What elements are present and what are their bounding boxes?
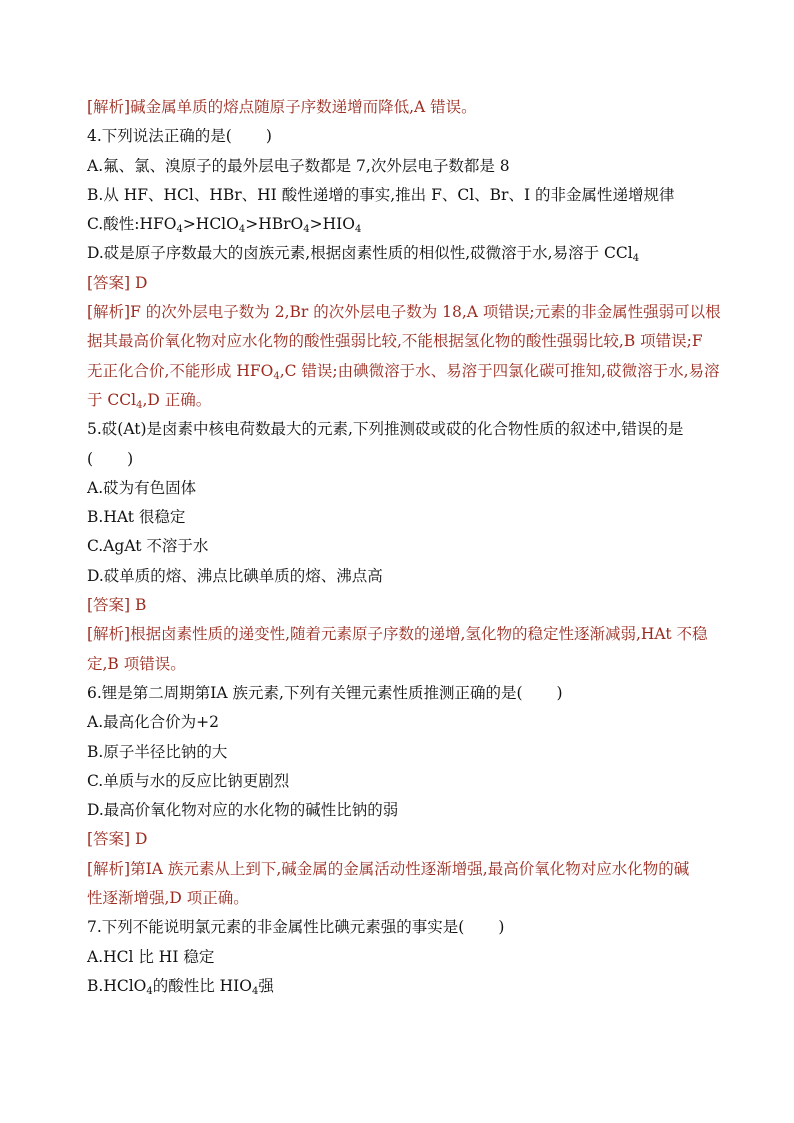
subscript: 4	[632, 253, 640, 265]
answer-text: [答案] D	[87, 830, 148, 849]
subscript: 4	[303, 224, 310, 236]
analysis-text: 无正化合价,不能形成 HFO	[87, 361, 274, 380]
analysis-text: 性逐渐增强,D 项正确。	[87, 889, 249, 908]
question-4-stem	[87, 122, 727, 151]
answer-line	[87, 825, 727, 854]
question-text: 6.锂是第二周期第ⅠA 族元素,下列有关锂元素性质推测正确的是(	[87, 683, 523, 702]
analysis-line	[87, 855, 727, 884]
subscript: 4	[176, 224, 183, 236]
analysis-line	[87, 93, 727, 122]
question-6-option-a	[87, 708, 727, 737]
question-6-option-c	[87, 767, 727, 796]
option-text: 强	[258, 976, 274, 995]
question-5-option-d	[87, 562, 727, 591]
answer-line	[87, 591, 727, 620]
option-text: >HIO	[309, 215, 355, 234]
analysis-text: [解析]F 的次外层电子数为 2,Br 的次外层电子数为 18,A 项错误;元素的非金属性强弱可以根	[87, 303, 721, 322]
option-text: D.砹单质的熔、沸点比碘单质的熔、沸点高	[87, 566, 383, 585]
question-4-option-b	[87, 181, 727, 210]
question-text: 5.砹(At)是卤素中核电荷数最大的元素,下列推测砹或砹的化合物性质的叙述中,错误的是	[87, 420, 684, 439]
analysis-line	[87, 386, 727, 415]
answer-text: [答案] B	[87, 596, 147, 615]
question-5-option-b	[87, 503, 727, 532]
question-text: )	[498, 918, 505, 937]
option-text: A.HCl 比 HI 稳定	[87, 947, 215, 966]
analysis-text: [解析]碱金属单质的熔点随原子序数递增而降低,A 错误。	[87, 98, 477, 116]
subscript: 4	[354, 224, 362, 236]
analysis-line	[87, 298, 727, 327]
option-text: C.酸性:HFO	[87, 215, 177, 234]
question-6-option-b	[87, 738, 727, 767]
question-4-option-c	[87, 210, 727, 239]
option-text: B.原子半径比钠的大	[87, 742, 228, 761]
subscript: 4	[136, 399, 143, 411]
answer-line	[87, 269, 727, 298]
question-text: )	[127, 449, 134, 468]
analysis-line	[87, 327, 727, 356]
option-text: B.HAt 很稳定	[87, 508, 186, 527]
option-text: A.氟、氯、溴原子的最外层电子数都是 7,次外层电子数都是 8	[87, 156, 510, 175]
subscript: 4	[238, 224, 246, 236]
analysis-line	[87, 357, 727, 386]
option-text: A.最高化合价为+2	[87, 713, 219, 732]
question-text: 4.下列说法正确的是(	[87, 127, 232, 146]
option-text: C.单质与水的反应比钠更剧烈	[87, 771, 290, 790]
option-text: B.HClO	[87, 976, 147, 995]
analysis-text: [解析]根据卤素性质的递变性,随着元素原子序数的递增,氢化物的稳定性逐渐减弱,HAt 不稳	[87, 625, 708, 644]
document-page	[87, 93, 727, 1001]
question-text: )	[265, 127, 272, 146]
analysis-text: ,D 正确。	[142, 390, 212, 409]
subscript: 4	[252, 985, 259, 997]
question-text: 7.下列不能说明氯元素的非金属性比碘元素强的事实是(	[87, 918, 465, 937]
question-6-stem	[87, 679, 727, 708]
analysis-line	[87, 650, 727, 679]
option-text: 的酸性比 HIO	[152, 976, 253, 995]
option-text: B.从 HF、HCl、HBr、HI 酸性递增的事实,推出 F、Cl、Br、I 的非金属性递增规律	[87, 185, 675, 204]
analysis-text: 定,B 项错误。	[87, 654, 186, 673]
question-5-stem-blank	[87, 445, 727, 474]
option-text: D.砹是原子序数最大的卤族元素,根据卤素性质的相似性,砹微溶于水,易溶于 CCl	[87, 244, 633, 263]
subscript: 4	[146, 985, 153, 997]
question-text: )	[556, 683, 563, 702]
option-text: A.砹为有色固体	[87, 478, 197, 497]
question-text: (	[87, 449, 94, 468]
option-text: >HBrO	[245, 215, 304, 234]
analysis-text: [解析]第ⅠA 族元素从上到下,碱金属的金属活动性逐渐增强,最高价氧化物对应水化物的碱	[87, 859, 690, 878]
question-7-stem	[87, 913, 727, 942]
question-5-option-c	[87, 532, 727, 561]
question-7-option-a	[87, 943, 727, 972]
option-text: D.最高价氧化物对应的水化物的碱性比钠的弱	[87, 801, 399, 820]
question-4-option-d	[87, 239, 727, 268]
analysis-line	[87, 620, 727, 649]
question-5-option-a	[87, 474, 727, 503]
option-text: >HClO	[182, 215, 239, 234]
question-5-stem	[87, 415, 727, 444]
question-4-option-a	[87, 152, 727, 181]
analysis-text: 据其最高价氧化物对应水化物的酸性强弱比较,不能根据氢化物的酸性强弱比较,B 项错误;F	[87, 332, 703, 351]
subscript: 4	[273, 370, 280, 382]
answer-text: [答案] D	[87, 273, 148, 292]
analysis-text: ,C 错误;由碘微溶于水、易溶于四氯化碳可推知,砹微溶于水,易溶	[279, 361, 720, 380]
option-text: C.AgAt 不溶于水	[87, 537, 209, 556]
question-7-option-b	[87, 972, 727, 1001]
question-6-option-d	[87, 796, 727, 825]
analysis-text: 于 CCl	[87, 390, 137, 409]
analysis-line	[87, 884, 727, 913]
